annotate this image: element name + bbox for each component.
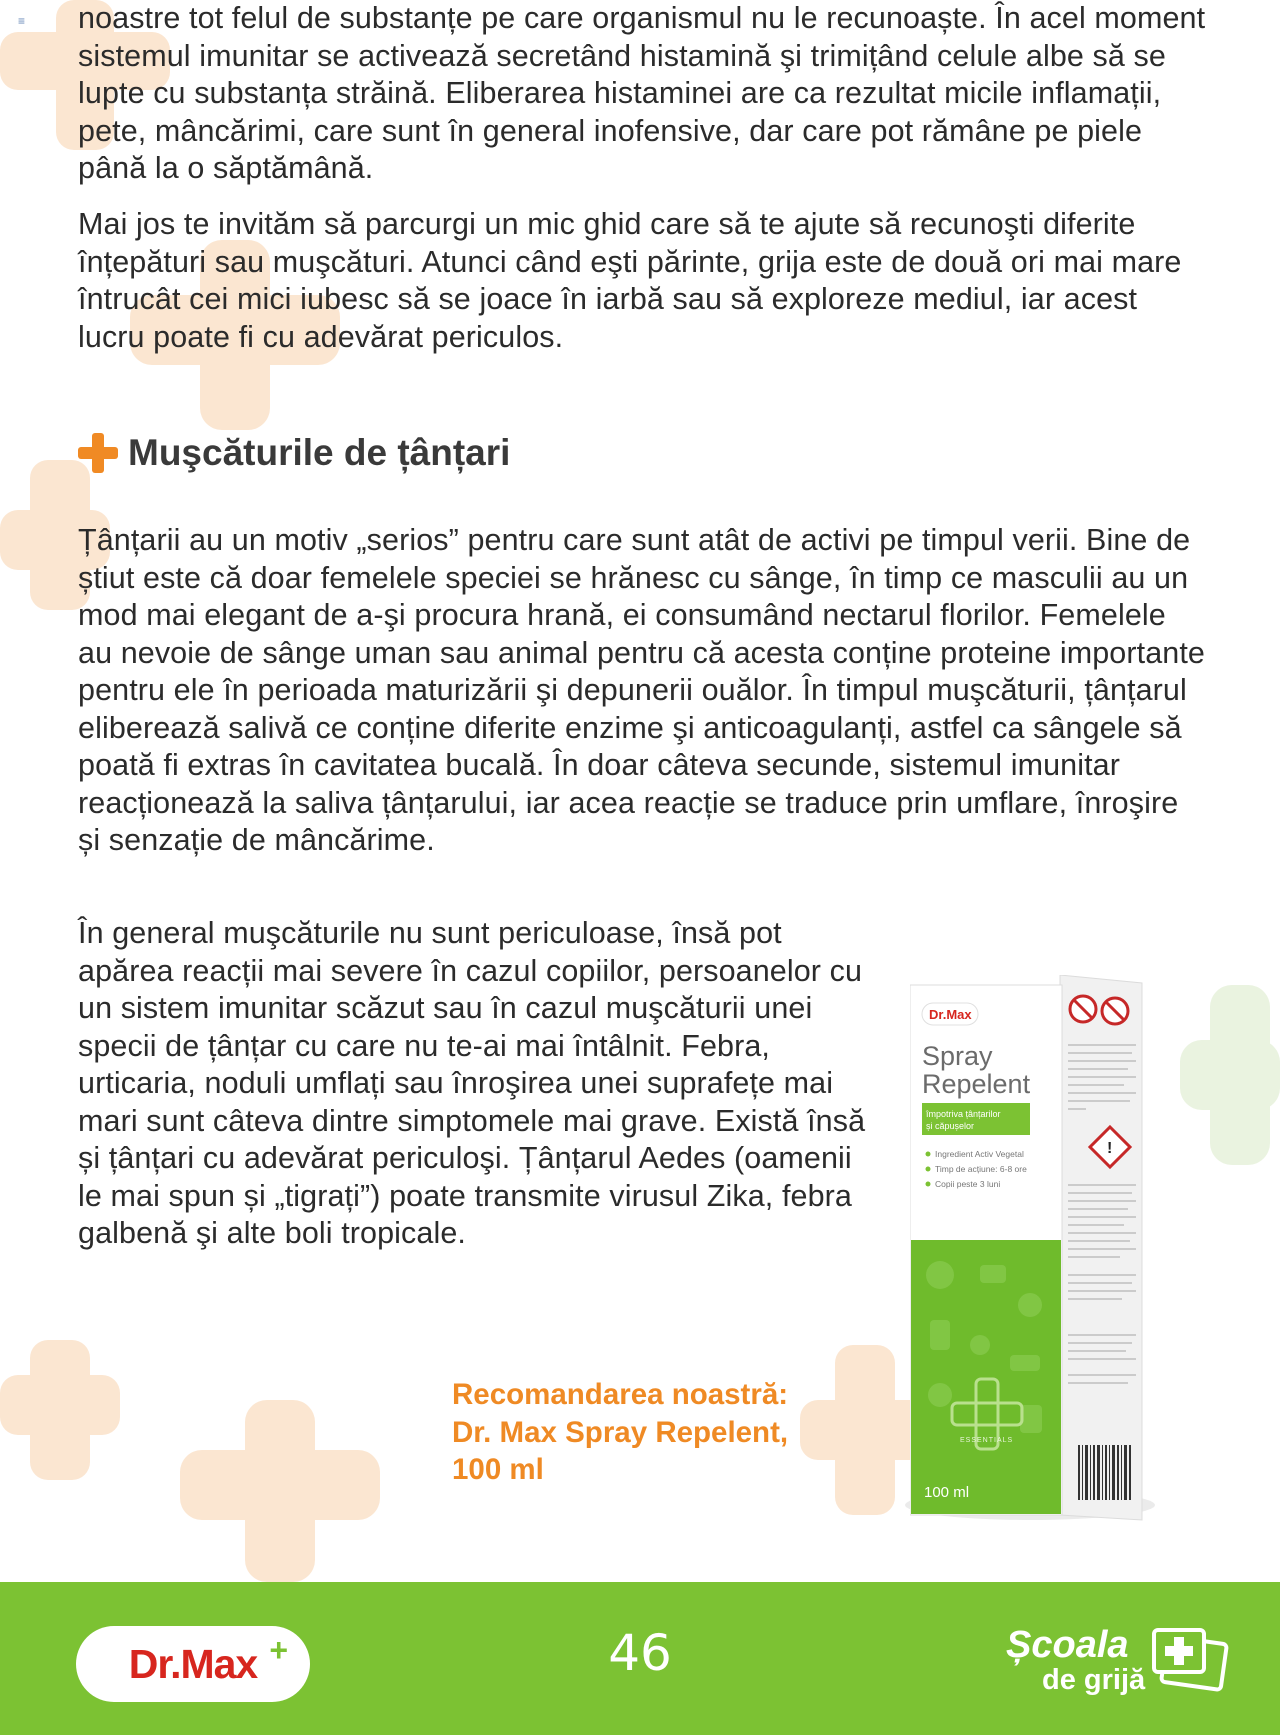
brand-line-1: Școala xyxy=(1006,1624,1129,1666)
guide-paragraph: Mai jos te invităm să parcurgi un mic ghid care să te ajute să recunoşti diferite înțepături sau muşcături. Atunci când eşti părinte, grija este de două ori mai mare întrucât cei mici iubesc să se joace în iarbă sau să exploreze mediul, iar acest lucru poate fi cu adevărat periculos. xyxy=(78,207,1182,354)
product-box-image xyxy=(910,975,1150,1525)
product-volume: 100 ml xyxy=(924,1484,970,1501)
logo-text: Dr.Max xyxy=(128,1640,258,1687)
recommendation-line-1: Recomandarea noastră: xyxy=(452,1378,789,1411)
decor-cross-bm-v xyxy=(245,1400,315,1582)
product-bullet-1: Ingredient Activ Vegetal xyxy=(935,1149,1024,1159)
product-band-2: și căpușelor xyxy=(926,1121,975,1131)
intro-paragraph: noastre tot felul de substanțe pe care organismul nu le recunoaște. În acel moment sistemul imunitar se activează secretând histamină şi trimițând celule albe să se lupte cu substanța străină. Eliberarea histaminei are ca rezultat micile inflamații, pete, mâncărimi, care sunt în general inofensive, dar care pot rămâne pe piele până la o săptămână. xyxy=(78,1,1206,185)
plus-icon xyxy=(78,433,118,473)
product-name-2: Repelent xyxy=(922,1069,1031,1099)
product-band-1: împotriva țânțarilor xyxy=(926,1109,1001,1119)
page-number: 46 xyxy=(608,1624,672,1682)
danger-paragraph: În general muşcăturile nu sunt periculoase, însă pot apărea reacții mai severe în cazul copiilor, persoanelor cu un sistem imunitar scăzut sau în cazul muşcăturii unei specii de țânțar cu care nu te-ai mai întâlnit. Febra, urticaria, noduli umflați sau înroşirea unei suprafețe mai mari sunt câteva dintre simptomele mai grave. Există însă și țânțari cu adevărat periculoşi. Țânțarul Aedes (oamenii le mai spun și „tigrați”) poate transmite virusul Zika, febra galbenă şi alte boli tropicale. xyxy=(78,916,866,1250)
product-seal: ESSENTIALS xyxy=(960,1437,1014,1444)
recommendation-line-2: Dr. Max Spray Repelent, xyxy=(452,1415,789,1449)
section-heading xyxy=(78,432,510,474)
scoala-de-grija-logo[interactable] xyxy=(990,1622,1240,1712)
logo-plus-icon: + xyxy=(269,1632,288,1668)
brand-line-2: de grijă xyxy=(1042,1664,1146,1696)
product-bullet-3: Copii peste 3 luni xyxy=(935,1179,1001,1189)
recommendation-line-3: 100 ml xyxy=(452,1453,544,1486)
menu-icon: ≡ xyxy=(18,14,26,28)
recommendation xyxy=(452,1376,788,1489)
decor-cross-bl-v xyxy=(30,1340,90,1480)
product-bullet-2: Timp de acțiune: 6-8 ore xyxy=(935,1164,1027,1174)
footer xyxy=(0,1582,1280,1735)
section-title: Muşcăturile de țânțari xyxy=(128,432,511,473)
decor-green-cross-v xyxy=(1210,985,1270,1165)
product-brand: Dr.Max xyxy=(929,1007,972,1022)
svg-text:!: ! xyxy=(1107,1140,1113,1157)
first-aid-kit-icon xyxy=(1150,1622,1240,1702)
product-name-1: Spray xyxy=(922,1041,993,1071)
mosquito-paragraph: Țânțarii au un motiv „serios” pentru care sunt atât de activi pe timpul verii. Bine de știut este că doar femelele speciei se hrănesc cu sânge, în timp ce masculii au un mod mai elegant de a-şi procura hrană, ei consumând nectarul florilor. Femelele au nevoie de sânge uman sau animal pentru că acesta conține proteine importante pentru ele în perioada maturizării şi depunerii ouălor. În timpul muşcăturii, țânțarul eliberează salivă ce conține diferite enzime şi anticoagulanți, astfel ca sângele să poată fi extras în cavitatea bucală. În doar câteva secunde, sistemul imunitar reacționează la saliva țânțarului, iar acea reacție se traduce prin umflare, înroşire și senzație de mâncărime. xyxy=(78,523,1205,857)
decor-cross-br-v xyxy=(835,1345,895,1515)
